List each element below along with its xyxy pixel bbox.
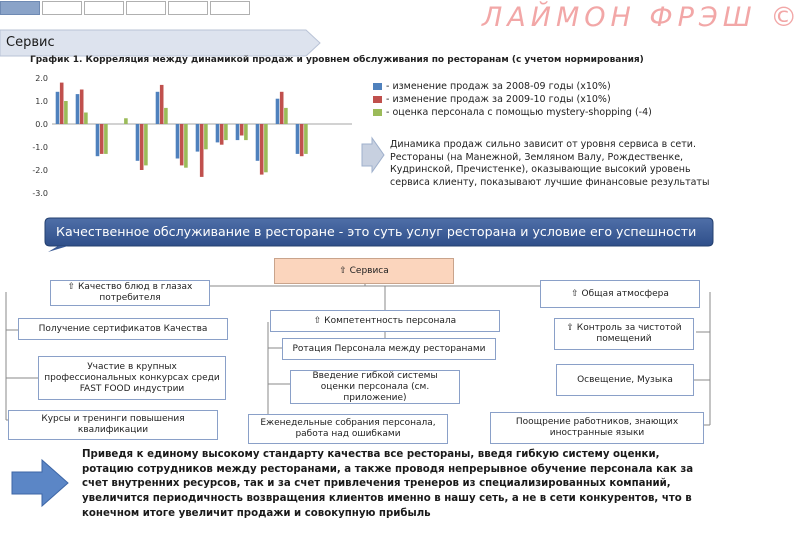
logo-mark: © — [770, 2, 802, 33]
legend-item-sales-2008-09 — [373, 80, 652, 93]
tree-general-atmosphere: ⇧ Общая атмосфера — [540, 280, 700, 308]
legend-label: - изменение продаж за 2009-10 годы (х10%) — [386, 94, 611, 105]
bar-series-3-cat-3 — [104, 124, 108, 154]
bar-series-2-cat-9 — [220, 124, 224, 145]
arrow-right-icon — [12, 460, 68, 506]
bar-series-1-cat-6 — [156, 92, 160, 124]
bar-series-2-cat-7 — [180, 124, 184, 165]
legend-swatch-blue — [373, 83, 382, 90]
y-tick-label: 1.0 — [35, 97, 48, 106]
y-tick-label: 0.0 — [35, 120, 48, 129]
bar-series-3-cat-7 — [184, 124, 188, 168]
tree-quality-perception: ⇧ Качество блюд в глазах потребителя — [50, 280, 210, 306]
legend-item-sales-2009-10 — [373, 93, 652, 106]
bar-series-1-cat-13 — [296, 124, 300, 154]
bar-series-2-cat-8 — [200, 124, 204, 177]
bar-series-1-cat-12 — [276, 99, 280, 124]
insight-text: Динамика продаж сильно зависит от уровня сервиса в сети. Рестораны (на Манежной, Земляном Валу, Рождественке, Кудринской, Пречистенке), оказывающие высокий уровень сервиса клиенту, показывают лучшие финансовые результаты — [390, 139, 710, 188]
logo-text: ЛАЙМОН ФРЭШ — [482, 2, 757, 33]
bar-series-2-cat-6 — [160, 85, 164, 124]
bar-series-3-cat-8 — [204, 124, 208, 149]
tree-cleanliness: ⇧ Контроль за чистотой помещений — [554, 318, 694, 350]
chart-legend — [373, 80, 652, 119]
bar-series-3-cat-4 — [124, 118, 128, 124]
legend-item-mystery-shopping — [373, 106, 652, 119]
bar-series-1-cat-9 — [216, 124, 220, 142]
bar-series-2-cat-1 — [60, 83, 64, 124]
tree-courses: Курсы и тренинги повышения квалификации — [8, 410, 218, 440]
bar-series-2-cat-11 — [260, 124, 264, 175]
legend-label: - оценка персонала с помощью mystery-shopping (-4) — [386, 107, 652, 118]
tab-6[interactable] — [210, 1, 250, 15]
bar-series-3-cat-12 — [284, 108, 288, 124]
y-tick-label: -1.0 — [32, 143, 48, 152]
tree-foreign-languages: Поощрение работников, знающих иностранные языки — [490, 412, 704, 444]
chart-title: График 1. Корреляция между динамикой продаж и уровнем обслуживания по ресторанам (с учетом нормирования) — [30, 55, 644, 65]
tree-weekly-meetings: Еженедельные собрания персонала, работа над ошибками — [248, 414, 448, 444]
y-tick-label: -2.0 — [32, 166, 48, 175]
tree-rotation: Ротация Персонала между ресторанами — [282, 338, 496, 360]
bar-series-3-cat-5 — [144, 124, 148, 165]
bar-series-1-cat-11 — [256, 124, 260, 161]
bar-series-2-cat-2 — [80, 90, 84, 125]
bar-series-3-cat-1 — [64, 101, 68, 124]
bar-series-1-cat-7 — [176, 124, 180, 159]
slide-tabs — [0, 0, 300, 16]
tab-4[interactable] — [126, 1, 166, 15]
y-tick-label: -3.0 — [32, 189, 48, 198]
tree-lighting-music: Освещение, Музыка — [556, 364, 694, 396]
tab-5[interactable] — [168, 1, 208, 15]
conclusion-text: Приведя к единому высокому стандарту качества все рестораны, введя гибкую систему оценки, ротацию сотрудников между ресторанами, а также проводя непрерывное обучение персонала как за счет внутренних ресурсов, так и за счет привлечения тренеров из специализированных компаний, увеличится периодичность возвращения клиентов именно в нашу сеть, а не в сети конкурентов, что в конечном итоге увеличит продажи и совокупную прибыль — [82, 449, 694, 519]
legend-label: - изменение продаж за 2008-09 годы (х10%) — [386, 81, 611, 92]
bar-series-1-cat-2 — [76, 94, 80, 124]
bar-series-2-cat-12 — [280, 92, 284, 124]
chevron-right-icon — [362, 138, 384, 172]
bar-series-1-cat-3 — [96, 124, 100, 156]
bar-series-3-cat-9 — [224, 124, 228, 140]
y-tick-label: 2.0 — [35, 74, 48, 83]
tree-contests: Участие в крупных профессиональных конкурсах среди FAST FOOD индустрии — [38, 356, 226, 400]
bar-series-2-cat-10 — [240, 124, 244, 136]
bar-series-3-cat-10 — [244, 124, 248, 140]
tree-root-service: ⇧ Сервиса — [274, 258, 454, 284]
bar-series-3-cat-13 — [304, 124, 308, 154]
main-banner-text: Качественное обслуживание в ресторане - это суть услуг ресторана и условие его успешности — [56, 224, 697, 239]
bar-series-1-cat-5 — [136, 124, 140, 161]
bar-series-2-cat-3 — [100, 124, 104, 154]
bar-series-2-cat-5 — [140, 124, 144, 170]
tree-grading-system: Введение гибкой системы оценки персонала (см. приложение) — [290, 370, 460, 404]
tree-certificates: Получение сертификатов Качества — [18, 318, 228, 340]
tab-1[interactable] — [0, 1, 40, 15]
legend-swatch-green — [373, 109, 382, 116]
bar-chart — [22, 70, 362, 205]
bar-series-3-cat-6 — [164, 108, 168, 124]
bar-series-1-cat-10 — [236, 124, 240, 140]
brand-logo — [482, 2, 802, 36]
tab-3[interactable] — [84, 1, 124, 15]
section-title: Сервис — [6, 35, 55, 50]
main-banner — [44, 216, 714, 248]
section-banner — [0, 30, 320, 56]
tab-2[interactable] — [42, 1, 82, 15]
legend-swatch-red — [373, 96, 382, 103]
bar-series-3-cat-2 — [84, 113, 88, 125]
bar-series-2-cat-13 — [300, 124, 304, 156]
bar-series-1-cat-1 — [56, 92, 60, 124]
bar-series-1-cat-8 — [196, 124, 200, 152]
bar-series-3-cat-11 — [264, 124, 268, 172]
tree-staff-competence: ⇧ Компетентность персонала — [270, 310, 500, 332]
